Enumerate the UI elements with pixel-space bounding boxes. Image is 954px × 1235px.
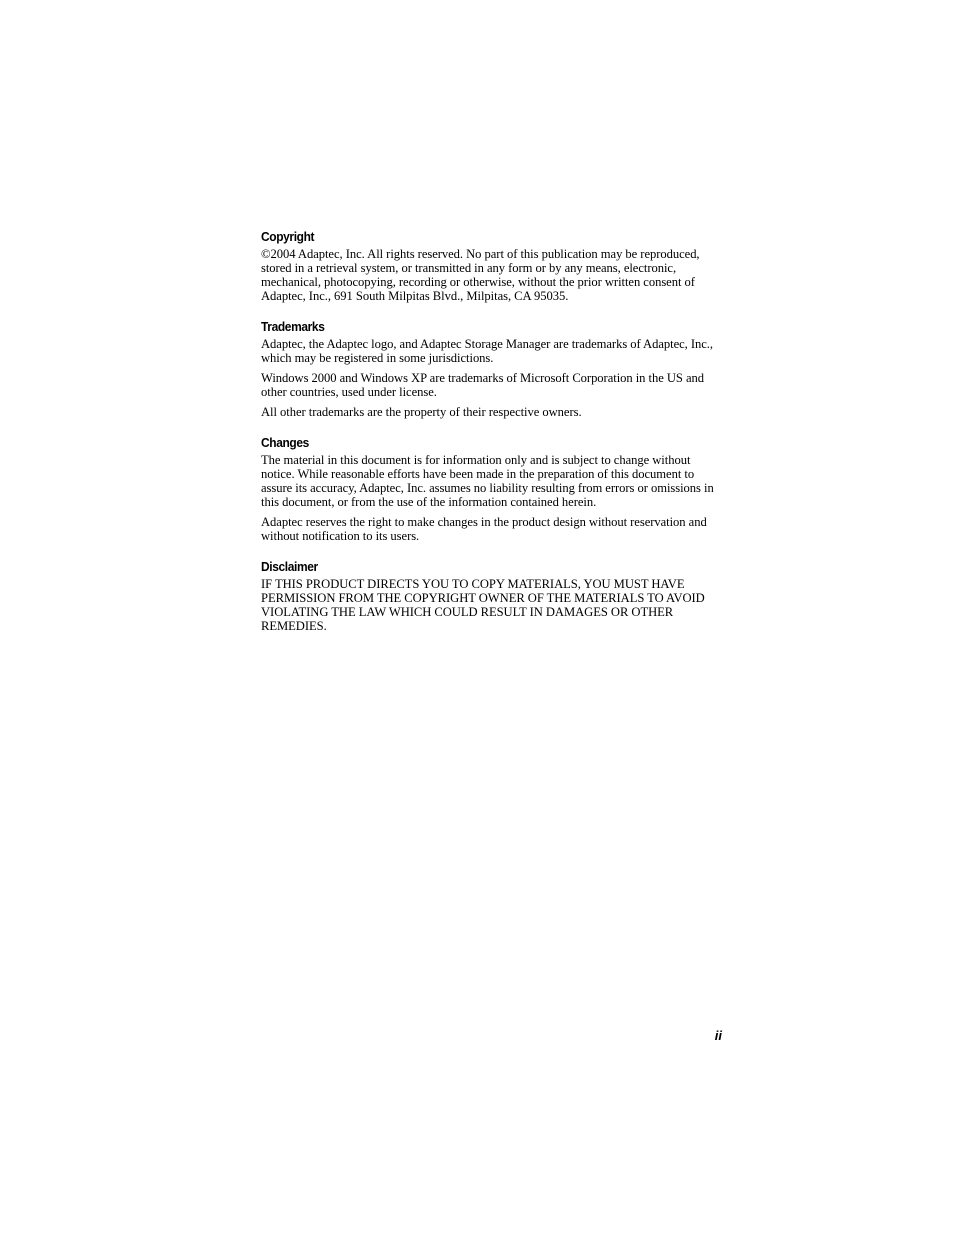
changes-paragraph-rights: Adaptec reserves the right to make changes in the product design without reservation and without notification to its users. xyxy=(261,515,707,543)
section-heading-trademarks: Trademarks xyxy=(261,319,325,334)
section-changes xyxy=(261,435,726,543)
changes-paragraph-notice: The material in this document is for information only and is subject to change without notice. While reasonable efforts have been made in the preparation of this document to assure its accuracy, Adaptec, Inc. assumes no liability resulting from errors or omissions in this document, or from the use of the information contained herein. xyxy=(261,453,714,509)
section-heading-changes: Changes xyxy=(261,435,309,450)
page-number: ii xyxy=(714,1028,722,1043)
section-disclaimer xyxy=(261,559,726,633)
copyright-paragraph: ©2004 Adaptec, Inc. All rights reserved. No part of this publication may be reproduced, stored in a retrieval system, or transmitted in any form or by any means, electronic, mechanical, photocopying, recording or otherwise, without the prior written consent of Adaptec, Inc., 691 South Milpitas Blvd., Milpitas, CA 95035. xyxy=(261,247,700,303)
section-trademarks xyxy=(261,319,726,419)
document-body xyxy=(261,229,726,649)
trademarks-paragraph-others: All other trademarks are the property of their respective owners. xyxy=(261,405,582,419)
section-heading-copyright: Copyright xyxy=(261,229,315,244)
trademarks-paragraph-microsoft: Windows 2000 and Windows XP are trademarks of Microsoft Corporation in the US and other countries, used under license. xyxy=(261,371,704,399)
section-copyright xyxy=(261,229,726,303)
trademarks-paragraph-adaptec: Adaptec, the Adaptec logo, and Adaptec Storage Manager are trademarks of Adaptec, Inc., which may be registered in some jurisdictions. xyxy=(261,337,713,365)
disclaimer-paragraph: IF THIS PRODUCT DIRECTS YOU TO COPY MATERIALS, YOU MUST HAVE PERMISSION FROM THE COPYRIGHT OWNER OF THE MATERIALS TO AVOID VIOLATING THE LAW WHICH COULD RESULT IN DAMAGES OR OTHER REMEDIES. xyxy=(261,577,705,633)
section-heading-disclaimer: Disclaimer xyxy=(261,559,318,574)
